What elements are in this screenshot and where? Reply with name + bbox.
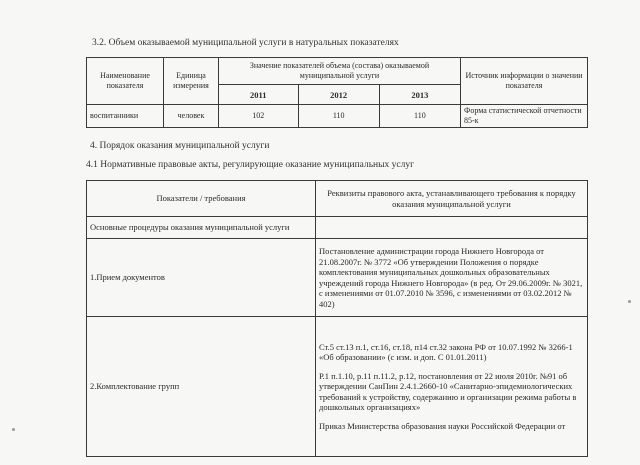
- scan-speck: [12, 428, 15, 431]
- header-source: Источник информации о значении показателя: [461, 58, 588, 105]
- row-value-2012: 110: [298, 105, 379, 128]
- section-4-1-title: 4.1 Нормативные правовые акты, регулирующие оказание муниципальных услуг: [86, 160, 414, 170]
- year-2013: 2013: [379, 85, 460, 105]
- legal-acts-table: [86, 180, 588, 457]
- requisite-paragraph: Р.1 п.1.10, р.11 п.11.2, р.12, постановления от 22 июля 2010г. №91 об утверждении СанПин 2.4.1.2660-10 «Санитарно-эпидемиологических требований к устройству, содержанию и организации режима работы в дошкольных организациях»: [319, 370, 577, 413]
- procedure-label-2: 2.Комплектование групп: [87, 317, 316, 457]
- row-value-2011: 102: [219, 105, 299, 128]
- requisite-paragraph: Ст.5 ст.13 п.1, ст.16, ст.18, п14 ст.32 закона РФ от 10.07.1992 № 3266-1 «Об образовании» (с изм. и доп. С 01.01.2011): [319, 341, 573, 363]
- header-unit: Единица измерения: [164, 58, 219, 105]
- row-unit: человек: [164, 105, 219, 128]
- year-2012: 2012: [298, 85, 379, 105]
- group-row-main-procedures: Основные процедуры оказания муниципальной услуги: [87, 217, 316, 239]
- row-indicator-name: воспитанники: [87, 105, 164, 128]
- procedure-label-1: 1.Прием документов: [87, 239, 316, 317]
- row-value-2013: 110: [379, 105, 460, 128]
- row-source: Форма статистической отчетности 85-к: [461, 105, 588, 128]
- requisite-paragraph: Постановление администрации города Нижнего Новгорода от 21.08.2007г. № 3772 «Об утверждении Положения о порядке комплектования муниципальных дошкольных образовательных учреждений города Нижнего Новгорода» (в ред. От 29.06.2009г. № 3021, с изменениями от 01.07.2010 № 3596, с изменениями от 03.02.2012 № 402): [319, 246, 583, 309]
- header-indicators: Показатели / требования: [87, 181, 316, 217]
- group-row-empty: [316, 217, 588, 239]
- section-3-2-title: 3.2. Объем оказываемой муниципальной услуги в натуральных показателях: [92, 38, 399, 48]
- procedure-requisites-2: [316, 317, 588, 457]
- year-2011: 2011: [219, 85, 299, 105]
- procedure-requisites-1: [316, 239, 588, 317]
- scan-speck: [628, 300, 631, 303]
- volume-indicators-table: [86, 57, 588, 128]
- header-indicator-name: Наименование показателя: [87, 58, 164, 105]
- header-value-group: Значение показателей объема (состава) оказываемой муниципальной услуги: [219, 58, 461, 85]
- header-requisites: Реквизиты правового акта, устанавливающего требования к порядку оказания муниципальной услуги: [316, 181, 588, 217]
- section-4-title: 4. Порядок оказания муниципальной услуги: [90, 141, 270, 151]
- requisite-paragraph: Приказ Министерства образования науки Российской Федерации от: [319, 420, 566, 431]
